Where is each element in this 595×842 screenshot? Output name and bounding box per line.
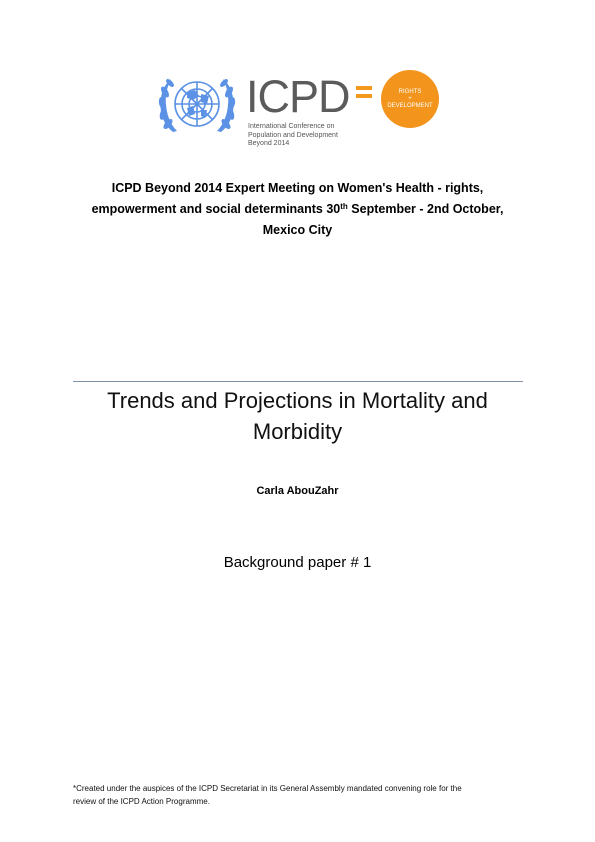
- meeting-heading-line: Mexico City: [262, 223, 333, 237]
- icpd-subtitle-line: Beyond 2014: [248, 140, 290, 147]
- icpd-wordmark: ICPD: [246, 71, 350, 122]
- rights-development-badge: [381, 70, 439, 128]
- footnote-line: *Created under the auspices of the ICPD Secretariat in its General Assembly mandated convening role for the: [73, 784, 462, 793]
- author-name: Carla AbouZahr: [256, 485, 339, 497]
- badge-line: +: [408, 96, 412, 102]
- meeting-heading: [60, 178, 535, 241]
- meeting-heading-text: empowerment and social determinants 30: [91, 202, 341, 216]
- footnote: [73, 782, 525, 808]
- equals-icon: [356, 85, 372, 99]
- logo-header: [157, 70, 447, 150]
- ordinal-suffix: th: [340, 202, 348, 211]
- paper-title-line: Morbidity: [252, 419, 343, 444]
- badge-line: RIGHTS: [398, 89, 422, 95]
- background-paper-number: Background paper # 1: [223, 554, 372, 571]
- meeting-heading-line: ICPD Beyond 2014 Expert Meeting on Women's Health - rights,: [111, 181, 484, 195]
- paper-title: [60, 385, 535, 447]
- un-emblem-icon: [157, 70, 237, 142]
- paper-title-line: Trends and Projections in Mortality and: [107, 388, 488, 413]
- meeting-heading-text: September - 2nd October,: [347, 202, 504, 216]
- footnote-line: review of the ICPD Action Programme.: [73, 797, 210, 806]
- meeting-heading-line: [60, 199, 535, 220]
- badge-line: DEVELOPMENT: [387, 103, 433, 109]
- title-divider: [73, 381, 523, 382]
- icpd-subtitle-line: International Conference on: [248, 123, 335, 130]
- icpd-subtitle-line: Population and Development: [248, 131, 338, 139]
- icpd-subtitle: [248, 123, 368, 149]
